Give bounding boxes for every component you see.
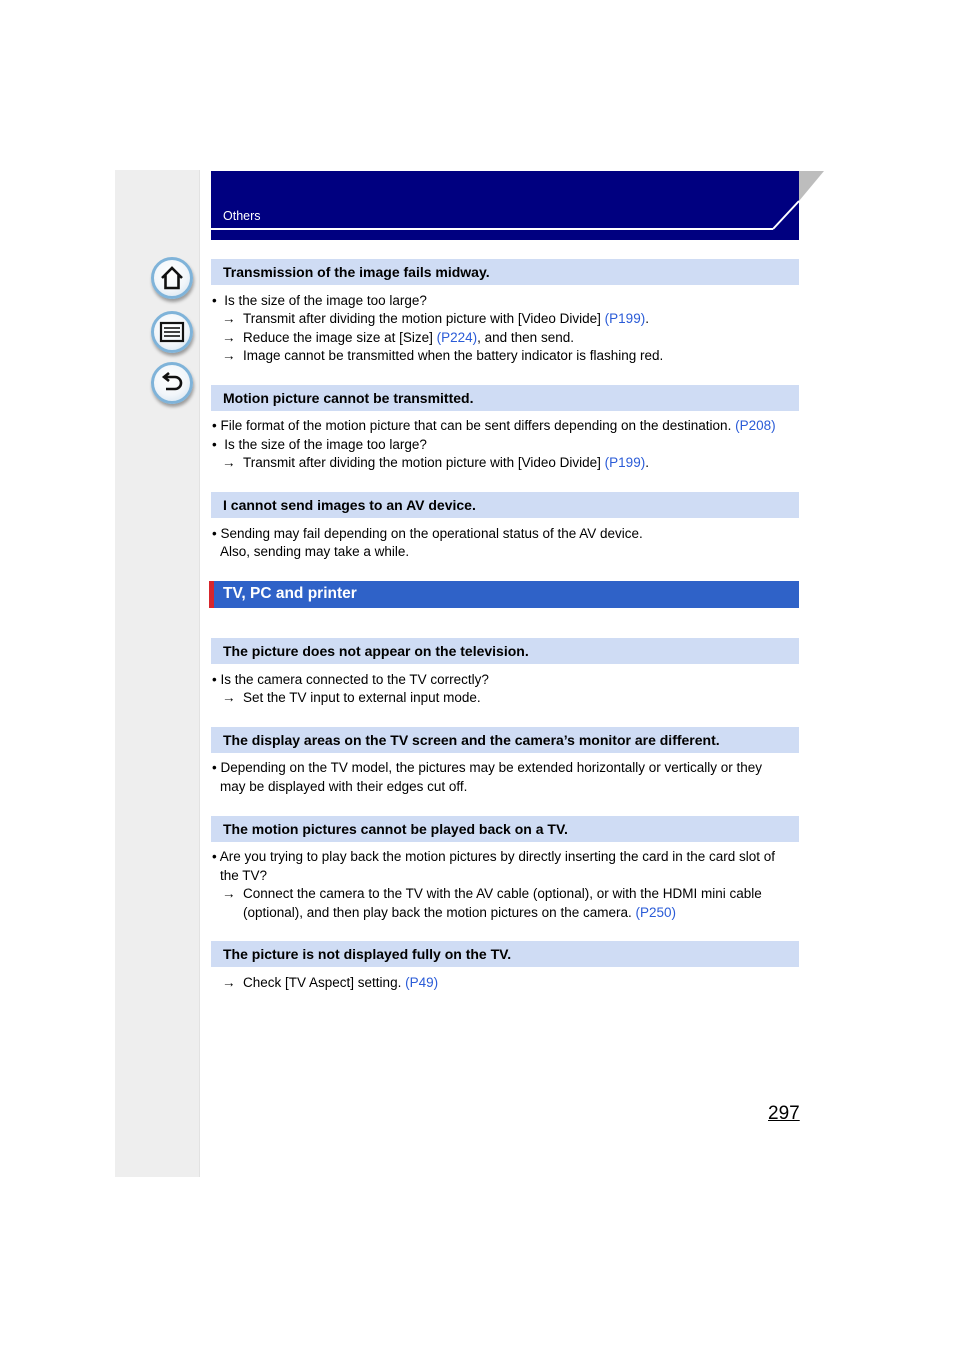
bullet: • <box>212 437 217 452</box>
category-heading <box>209 581 799 608</box>
page-corner <box>770 171 824 241</box>
list-item-continuation <box>220 867 267 884</box>
section-title: The display areas on the TV screen and the camera’s monitor are different. <box>223 732 720 748</box>
section-heading <box>211 259 799 285</box>
item-text: may be displayed with their edges cut off. <box>220 779 468 794</box>
item-text: File format of the motion picture that can be sent differs depending on the destination. <box>220 418 736 433</box>
section-heading <box>211 816 799 842</box>
item-text: Connect the camera to the TV with the AV cable (optional), or with the HDMI mini cable <box>243 886 762 901</box>
list-item <box>212 292 427 309</box>
header-divider <box>211 228 773 230</box>
list-item <box>212 436 427 453</box>
arrow: → <box>222 348 236 363</box>
page-link[interactable]: (P49) <box>405 975 439 990</box>
item-text: the TV? <box>220 868 268 883</box>
page-link[interactable]: (P224) <box>436 330 478 345</box>
section-heading <box>211 492 799 518</box>
item-text: Is the camera connected to the TV correctly? <box>220 672 489 687</box>
bullet: • <box>212 760 217 775</box>
item-text: Is the size of the image too large? <box>224 293 427 308</box>
list-item: → Transmit after dividing the motion picture with [Video Divide] (P199). <box>222 455 649 470</box>
contents-button[interactable] <box>151 311 193 353</box>
item-text: Also, sending may take a while. <box>220 544 410 559</box>
page-link[interactable]: (P250) <box>635 905 677 920</box>
list-item-continuation <box>243 904 676 921</box>
home-button[interactable] <box>151 257 193 299</box>
arrow: → <box>222 886 236 901</box>
item-text: Transmit after dividing the motion picture with [Video Divide] <box>243 455 605 470</box>
section-heading <box>211 941 799 967</box>
list-item <box>212 525 643 542</box>
list-item <box>222 974 438 991</box>
list-item <box>222 689 481 706</box>
bullet: • <box>212 418 217 433</box>
arrow: → <box>222 311 236 326</box>
home-icon <box>158 264 186 292</box>
section-title: The picture does not appear on the television. <box>223 643 529 659</box>
list-item <box>212 759 762 776</box>
item-text: Sending may fail depending on the operational status of the AV device. <box>220 526 643 541</box>
item-text: Set the TV input to external input mode. <box>243 690 481 705</box>
item-text: Are you trying to play back the motion pictures by directly inserting the card in the card slot of <box>219 849 776 864</box>
item-text: Transmit after dividing the motion picture with [Video Divide] <box>243 311 605 326</box>
section-title: Motion picture cannot be transmitted. <box>223 390 474 406</box>
item-text: Check [TV Aspect] setting. <box>243 975 406 990</box>
section-title: The motion pictures cannot be played back on a TV. <box>223 821 568 837</box>
header-title: Others <box>223 209 261 223</box>
section-heading <box>211 727 799 753</box>
contents-list-icon <box>158 318 186 346</box>
item-text: Reduce the image size at [Size] <box>243 330 437 345</box>
item-text: Depending on the TV model, the pictures may be extended horizontally or vertically or they <box>220 760 763 775</box>
arrow: → <box>222 690 236 705</box>
bullet: • <box>212 526 217 541</box>
bullet: • <box>212 293 217 308</box>
item-text: (optional), and then play back the motion pictures on the camera. <box>243 905 636 920</box>
bullet: • <box>212 849 217 864</box>
back-icon <box>158 369 186 397</box>
section-title: I cannot send images to an AV device. <box>223 497 476 513</box>
list-item-continuation <box>220 778 467 795</box>
list-item <box>222 347 663 364</box>
item-text: Is the size of the image too large? <box>224 437 427 452</box>
section-heading <box>211 385 799 411</box>
list-item <box>212 417 776 434</box>
category-title: TV, PC and printer <box>223 585 357 602</box>
item-text: Image cannot be transmitted when the battery indicator is flashing red. <box>243 348 664 363</box>
list-item: → Transmit after dividing the motion picture with [Video Divide] (P199). <box>222 311 649 326</box>
arrow: → <box>222 330 236 345</box>
arrow: → <box>222 455 236 470</box>
page-link[interactable]: (P199) <box>604 311 646 326</box>
section-title: The picture is not displayed fully on the TV. <box>223 946 512 962</box>
page-link[interactable]: (P199) <box>604 455 646 470</box>
list-item-continuation <box>220 543 409 560</box>
list-item: → Reduce the image size at [Size] (P224), and then send. <box>222 330 574 345</box>
section-heading <box>211 638 799 664</box>
section-title: Transmission of the image fails midway. <box>223 264 490 280</box>
page-link[interactable]: (P208) <box>735 418 776 433</box>
back-button[interactable] <box>151 362 193 404</box>
list-item <box>212 671 489 688</box>
arrow: → <box>222 975 236 990</box>
list-item <box>212 848 775 865</box>
page-number: 297 <box>768 1103 800 1124</box>
bullet: • <box>212 672 217 687</box>
list-item <box>222 885 762 902</box>
